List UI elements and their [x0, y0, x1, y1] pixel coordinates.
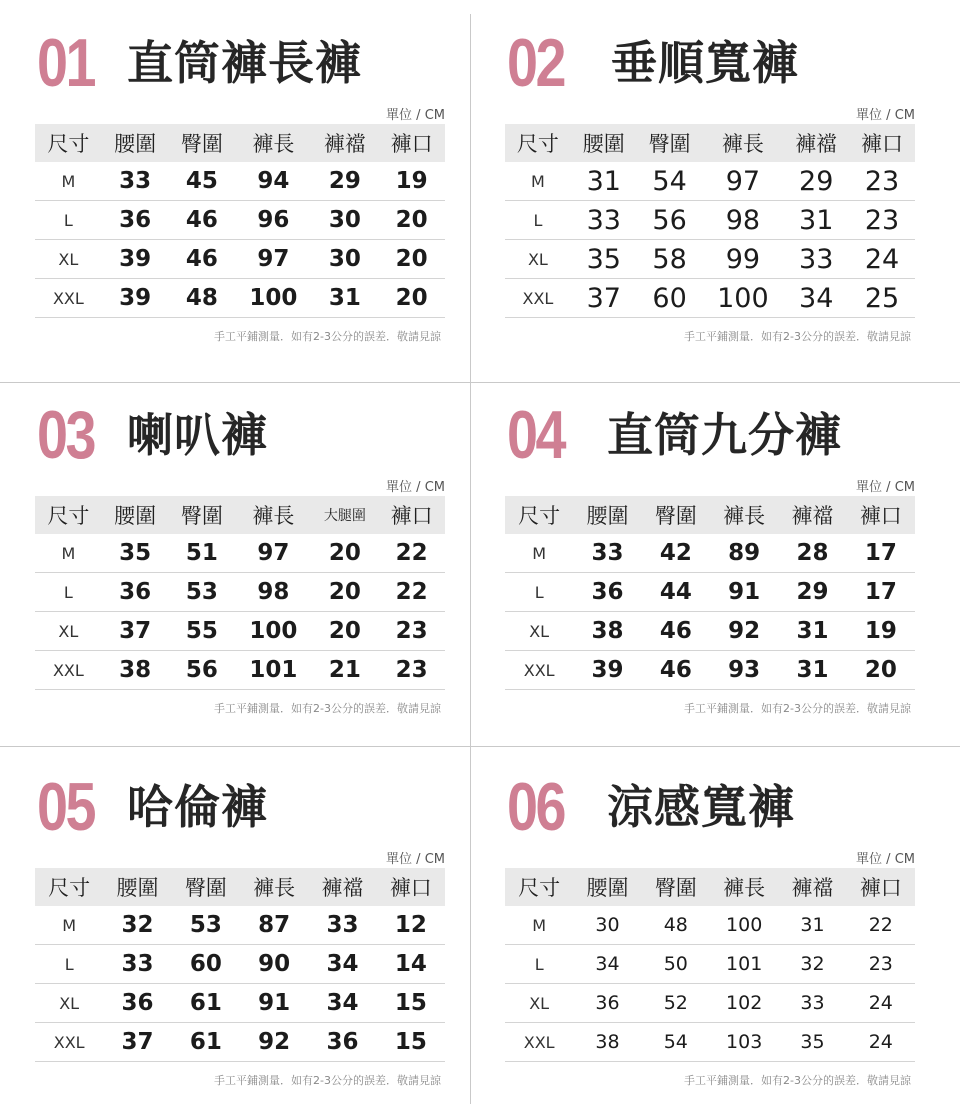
size-cell: L	[35, 201, 102, 240]
col-header: 腰圍	[103, 868, 171, 906]
measurement-cell: 103	[710, 1023, 778, 1062]
measurement-cell: 48	[168, 279, 235, 318]
size-cell: M	[505, 162, 571, 201]
measurement-cell: 20	[312, 573, 379, 612]
measurement-cell: 33	[778, 984, 846, 1023]
size-cell: XXL	[35, 651, 102, 690]
measurement-cell: 51	[168, 534, 235, 573]
measurement-cell: 61	[172, 1023, 240, 1062]
product-name: 哈倫褲	[127, 780, 268, 834]
product-name: 喇叭褲	[127, 408, 268, 462]
measurement-cell: 98	[235, 573, 311, 612]
table-header-row	[505, 496, 915, 534]
measurement-cell: 23	[847, 945, 915, 984]
col-header: 褲口	[378, 496, 445, 534]
col-header: 尺寸	[35, 124, 102, 162]
panel-heading	[37, 398, 268, 472]
panel-heading	[37, 26, 362, 100]
table-row	[505, 651, 915, 690]
table-row	[35, 279, 445, 318]
measurement-cell: 46	[642, 612, 710, 651]
measurement-cell: 34	[573, 945, 641, 984]
measurement-note: 手工平鋪測量．如有2-3公分的誤差．敬請見諒	[684, 702, 911, 715]
measurement-cell: 29	[783, 162, 849, 201]
measurement-cell: 37	[102, 612, 169, 651]
measurement-cell: 29	[312, 162, 379, 201]
table-header-row	[505, 868, 915, 906]
unit-label: 單位 / CM	[386, 108, 445, 123]
col-header: 褲襠	[308, 868, 376, 906]
measurement-cell: 37	[571, 279, 637, 318]
table-header-row	[35, 868, 445, 906]
measurement-cell: 25	[849, 279, 915, 318]
measurement-cell: 23	[378, 651, 445, 690]
measurement-cell: 91	[240, 984, 308, 1023]
measurement-cell: 91	[710, 573, 778, 612]
measurement-cell: 44	[642, 573, 710, 612]
measurement-cell: 38	[102, 651, 169, 690]
panel-heading	[507, 398, 842, 472]
measurement-cell: 36	[573, 984, 641, 1023]
product-name: 直筒九分褲	[607, 408, 842, 462]
measurement-cell: 14	[377, 945, 445, 984]
size-table	[35, 124, 445, 318]
measurement-cell: 33	[308, 906, 376, 945]
col-header: 褲襠	[778, 496, 846, 534]
size-cell: M	[35, 162, 102, 201]
size-panel-04	[495, 390, 935, 740]
panel-number: 06	[507, 769, 565, 845]
unit-label: 單位 / CM	[386, 480, 445, 495]
measurement-cell: 34	[308, 984, 376, 1023]
col-header: 臀圍	[642, 868, 710, 906]
col-header: 褲襠	[778, 868, 846, 906]
col-header: 褲長	[235, 124, 311, 162]
measurement-cell: 89	[710, 534, 778, 573]
size-cell: M	[505, 534, 573, 573]
measurement-cell: 97	[235, 534, 311, 573]
measurement-cell: 20	[378, 279, 445, 318]
size-table	[505, 124, 915, 318]
table-row	[505, 534, 915, 573]
unit-label: 單位 / CM	[856, 480, 915, 495]
panel-heading	[37, 770, 268, 844]
measurement-cell: 35	[102, 534, 169, 573]
table-row	[35, 240, 445, 279]
measurement-cell: 100	[710, 906, 778, 945]
measurement-cell: 38	[573, 612, 641, 651]
measurement-cell: 94	[235, 162, 311, 201]
col-header: 褲口	[378, 124, 445, 162]
size-cell: L	[505, 573, 573, 612]
horizontal-divider	[0, 382, 960, 383]
measurement-cell: 36	[103, 984, 171, 1023]
measurement-cell: 39	[102, 240, 169, 279]
measurement-cell: 92	[710, 612, 778, 651]
panel-number: 02	[507, 25, 565, 101]
measurement-cell: 33	[102, 162, 169, 201]
size-cell: XXL	[35, 279, 102, 318]
measurement-cell: 31	[778, 906, 846, 945]
horizontal-divider	[0, 746, 960, 747]
col-header: 臀圍	[168, 496, 235, 534]
size-cell: XL	[35, 612, 102, 651]
unit-label: 單位 / CM	[856, 852, 915, 867]
measurement-cell: 37	[103, 1023, 171, 1062]
col-header: 褲長	[702, 124, 783, 162]
size-cell: L	[35, 573, 102, 612]
measurement-cell: 20	[378, 201, 445, 240]
col-header: 尺寸	[505, 124, 571, 162]
col-header: 腰圍	[102, 496, 169, 534]
table-row	[35, 984, 445, 1023]
measurement-note: 手工平鋪測量．如有2-3公分的誤差．敬請見諒	[684, 1074, 911, 1087]
col-header: 尺寸	[505, 496, 573, 534]
measurement-cell: 30	[312, 240, 379, 279]
measurement-note: 手工平鋪測量．如有2-3公分的誤差．敬請見諒	[214, 702, 441, 715]
measurement-cell: 30	[573, 906, 641, 945]
measurement-cell: 50	[642, 945, 710, 984]
table-row	[35, 534, 445, 573]
measurement-cell: 17	[847, 534, 915, 573]
product-name: 垂順寬褲	[611, 36, 799, 90]
measurement-cell: 100	[235, 612, 311, 651]
measurement-cell: 28	[778, 534, 846, 573]
size-cell: L	[35, 945, 103, 984]
size-cell: XL	[505, 612, 573, 651]
measurement-cell: 58	[637, 240, 703, 279]
col-header: 褲長	[710, 496, 778, 534]
table-row	[505, 945, 915, 984]
measurement-cell: 99	[702, 240, 783, 279]
measurement-cell: 32	[103, 906, 171, 945]
measurement-cell: 98	[702, 201, 783, 240]
table-row	[505, 612, 915, 651]
measurement-cell: 35	[571, 240, 637, 279]
measurement-cell: 20	[847, 651, 915, 690]
table-row	[505, 906, 915, 945]
product-name: 直筒褲長褲	[127, 36, 362, 90]
measurement-cell: 15	[377, 1023, 445, 1062]
measurement-cell: 20	[312, 612, 379, 651]
product-name: 涼感寬褲	[607, 780, 795, 834]
measurement-cell: 21	[312, 651, 379, 690]
col-header: 褲口	[849, 124, 915, 162]
measurement-cell: 33	[783, 240, 849, 279]
measurement-cell: 54	[642, 1023, 710, 1062]
measurement-cell: 34	[783, 279, 849, 318]
table-row	[35, 573, 445, 612]
measurement-cell: 96	[235, 201, 311, 240]
measurement-cell: 61	[172, 984, 240, 1023]
col-header: 腰圍	[573, 496, 641, 534]
table-row	[505, 573, 915, 612]
measurement-cell: 92	[240, 1023, 308, 1062]
measurement-cell: 20	[312, 534, 379, 573]
table-row	[505, 279, 915, 318]
measurement-cell: 31	[778, 651, 846, 690]
col-header: 大腿圍	[312, 496, 379, 534]
measurement-cell: 33	[103, 945, 171, 984]
col-header: 褲襠	[312, 124, 379, 162]
size-cell: M	[35, 906, 103, 945]
measurement-cell: 48	[642, 906, 710, 945]
table-row	[35, 945, 445, 984]
size-cell: L	[505, 945, 573, 984]
measurement-cell: 31	[778, 612, 846, 651]
col-header: 腰圍	[573, 868, 641, 906]
size-cell: XL	[35, 240, 102, 279]
measurement-cell: 42	[642, 534, 710, 573]
measurement-cell: 53	[168, 573, 235, 612]
measurement-cell: 24	[849, 240, 915, 279]
measurement-cell: 36	[102, 201, 169, 240]
measurement-cell: 100	[702, 279, 783, 318]
measurement-cell: 46	[168, 240, 235, 279]
table-row	[35, 162, 445, 201]
col-header: 腰圍	[102, 124, 169, 162]
measurement-cell: 36	[573, 573, 641, 612]
measurement-cell: 29	[778, 573, 846, 612]
measurement-cell: 52	[642, 984, 710, 1023]
measurement-cell: 101	[235, 651, 311, 690]
measurement-cell: 22	[378, 534, 445, 573]
measurement-cell: 24	[847, 1023, 915, 1062]
size-cell: L	[505, 201, 571, 240]
size-cell: XL	[505, 984, 573, 1023]
col-header: 褲口	[847, 868, 915, 906]
col-header: 臀圍	[637, 124, 703, 162]
measurement-cell: 90	[240, 945, 308, 984]
table-row	[505, 984, 915, 1023]
measurement-cell: 23	[849, 162, 915, 201]
measurement-cell: 22	[847, 906, 915, 945]
size-cell: XXL	[35, 1023, 103, 1062]
measurement-cell: 12	[377, 906, 445, 945]
measurement-cell: 60	[172, 945, 240, 984]
col-header: 褲長	[710, 868, 778, 906]
measurement-cell: 46	[642, 651, 710, 690]
measurement-cell: 87	[240, 906, 308, 945]
measurement-cell: 45	[168, 162, 235, 201]
panel-number: 03	[37, 397, 95, 473]
size-cell: M	[505, 906, 573, 945]
table-row	[35, 906, 445, 945]
col-header: 褲口	[847, 496, 915, 534]
size-panel-06	[495, 762, 935, 1112]
measurement-cell: 39	[573, 651, 641, 690]
measurement-cell: 101	[710, 945, 778, 984]
table-row	[505, 240, 915, 279]
measurement-cell: 20	[378, 240, 445, 279]
size-panel-05	[25, 762, 465, 1112]
measurement-cell: 15	[377, 984, 445, 1023]
measurement-cell: 97	[702, 162, 783, 201]
measurement-cell: 33	[573, 534, 641, 573]
size-cell: XL	[35, 984, 103, 1023]
col-header: 褲長	[240, 868, 308, 906]
measurement-cell: 17	[847, 573, 915, 612]
measurement-cell: 46	[168, 201, 235, 240]
size-table	[35, 868, 445, 1062]
col-header: 臀圍	[168, 124, 235, 162]
measurement-cell: 31	[312, 279, 379, 318]
measurement-cell: 34	[308, 945, 376, 984]
size-table	[505, 868, 915, 1062]
measurement-cell: 97	[235, 240, 311, 279]
measurement-cell: 54	[637, 162, 703, 201]
measurement-cell: 23	[378, 612, 445, 651]
measurement-cell: 102	[710, 984, 778, 1023]
measurement-cell: 31	[571, 162, 637, 201]
measurement-cell: 33	[571, 201, 637, 240]
measurement-cell: 38	[573, 1023, 641, 1062]
measurement-cell: 23	[849, 201, 915, 240]
table-header-row	[35, 496, 445, 534]
measurement-cell: 36	[102, 573, 169, 612]
table-row	[505, 201, 915, 240]
table-row	[35, 612, 445, 651]
size-table	[505, 496, 915, 690]
unit-label: 單位 / CM	[386, 852, 445, 867]
measurement-note: 手工平鋪測量．如有2-3公分的誤差．敬請見諒	[684, 330, 911, 343]
table-row	[35, 1023, 445, 1062]
measurement-cell: 30	[312, 201, 379, 240]
measurement-cell: 32	[778, 945, 846, 984]
size-cell: XXL	[505, 279, 571, 318]
table-row	[505, 1023, 915, 1062]
measurement-cell: 60	[637, 279, 703, 318]
size-cell: XL	[505, 240, 571, 279]
table-header-row	[505, 124, 915, 162]
col-header: 臀圍	[172, 868, 240, 906]
size-cell: XXL	[505, 1023, 573, 1062]
measurement-cell: 56	[637, 201, 703, 240]
table-header-row	[35, 124, 445, 162]
size-cell: M	[35, 534, 102, 573]
measurement-cell: 55	[168, 612, 235, 651]
measurement-cell: 93	[710, 651, 778, 690]
col-header: 尺寸	[35, 496, 102, 534]
vertical-divider	[470, 14, 471, 1104]
table-row	[505, 162, 915, 201]
measurement-note: 手工平鋪測量．如有2-3公分的誤差．敬請見諒	[214, 330, 441, 343]
size-panel-03	[25, 390, 465, 740]
col-header: 腰圍	[571, 124, 637, 162]
measurement-cell: 31	[783, 201, 849, 240]
panel-heading	[507, 26, 799, 100]
col-header: 褲襠	[783, 124, 849, 162]
panel-heading	[507, 770, 795, 844]
measurement-cell: 24	[847, 984, 915, 1023]
col-header: 褲長	[235, 496, 311, 534]
col-header: 尺寸	[35, 868, 103, 906]
unit-label: 單位 / CM	[856, 108, 915, 123]
size-panel-02	[495, 18, 935, 368]
col-header: 褲口	[377, 868, 445, 906]
measurement-cell: 19	[378, 162, 445, 201]
size-cell: XXL	[505, 651, 573, 690]
measurement-cell: 19	[847, 612, 915, 651]
panel-number: 04	[507, 397, 565, 473]
measurement-cell: 100	[235, 279, 311, 318]
measurement-note: 手工平鋪測量．如有2-3公分的誤差．敬請見諒	[214, 1074, 441, 1087]
measurement-cell: 36	[308, 1023, 376, 1062]
panel-number: 01	[37, 25, 95, 101]
size-panel-01	[25, 18, 465, 368]
measurement-cell: 22	[378, 573, 445, 612]
col-header: 臀圍	[642, 496, 710, 534]
col-header: 尺寸	[505, 868, 573, 906]
measurement-cell: 53	[172, 906, 240, 945]
panel-number: 05	[37, 769, 95, 845]
measurement-cell: 35	[778, 1023, 846, 1062]
measurement-cell: 39	[102, 279, 169, 318]
measurement-cell: 56	[168, 651, 235, 690]
size-table	[35, 496, 445, 690]
table-row	[35, 651, 445, 690]
table-row	[35, 201, 445, 240]
